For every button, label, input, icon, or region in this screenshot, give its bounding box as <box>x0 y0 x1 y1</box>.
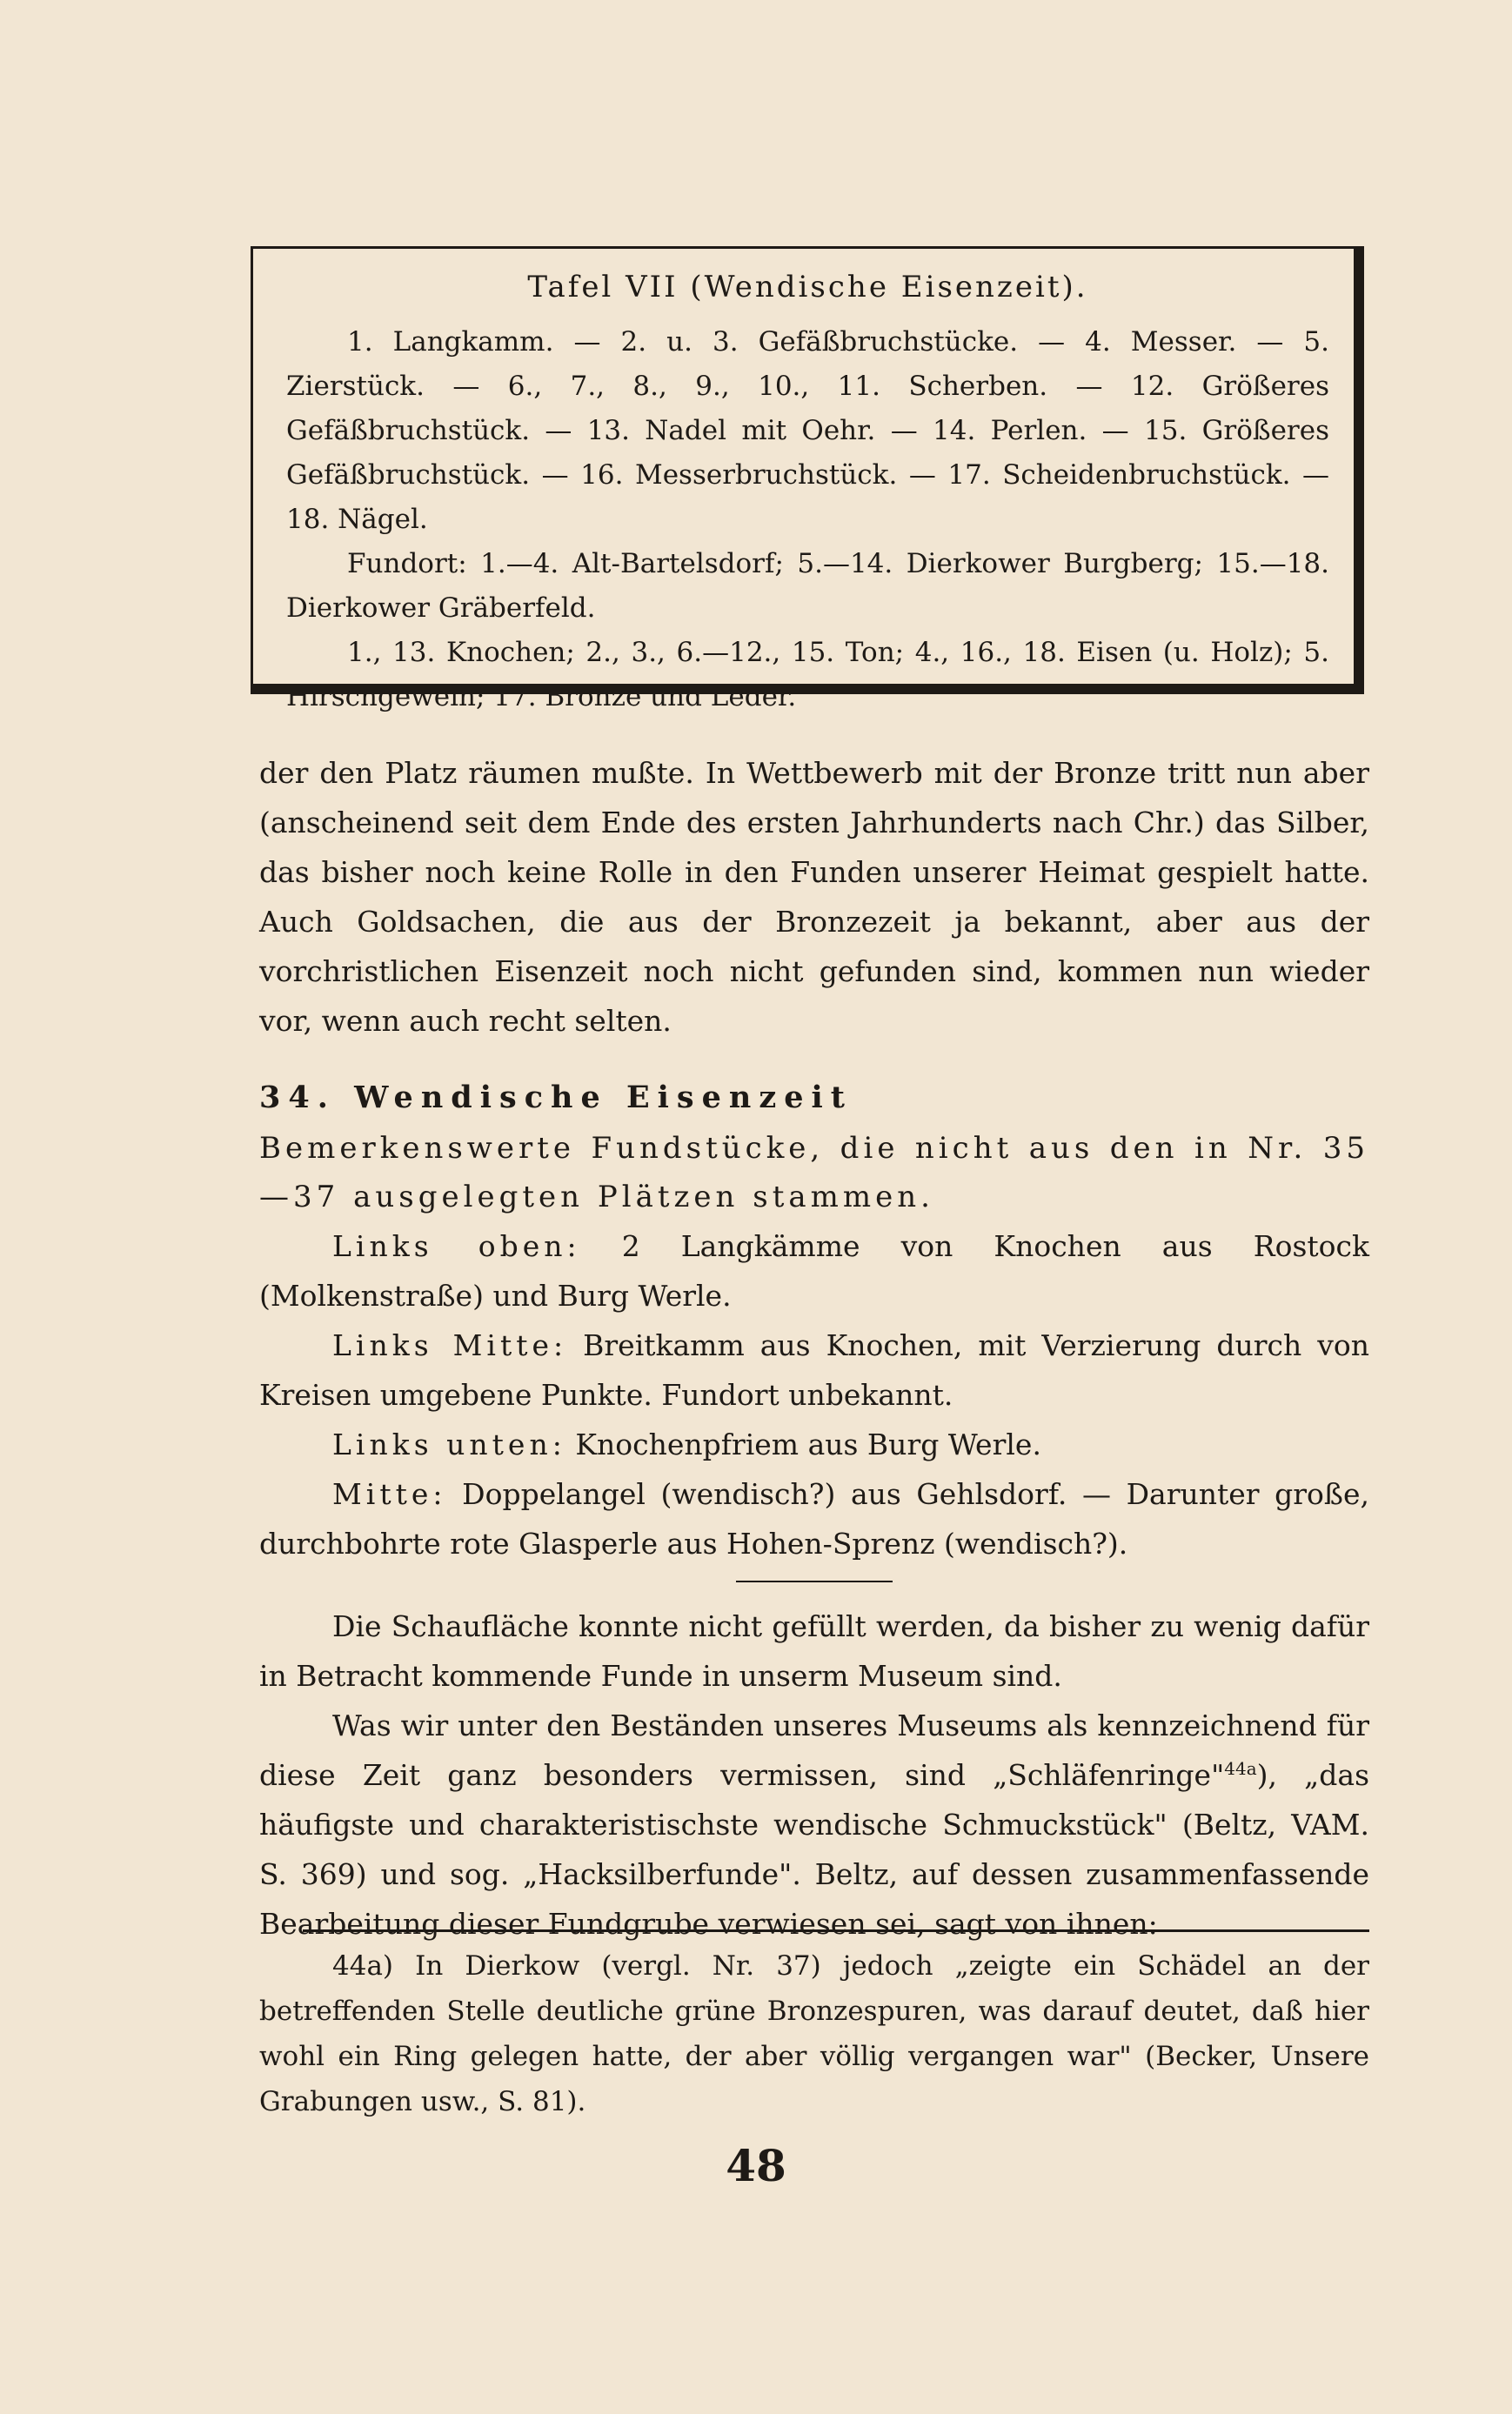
footnote-rule <box>303 1929 1369 1932</box>
paragraph-text-start: Was wir unter den Beständen unseres Museums als kennzeichnend für diese Zeit ganz besonders vermissen, sind „Schläfenringe" <box>259 1709 1369 1792</box>
section-heading <box>259 1072 1369 1124</box>
entry-links-mitte <box>259 1321 1369 1420</box>
paragraph-schauflaeche: Die Schaufläche konnte nicht gefüllt werden, da bisher zu wenig dafür in Betracht kommende Funde in unserm Museum sind. <box>259 1609 1369 1693</box>
entry-links-oben <box>259 1221 1369 1321</box>
entry-links-unten <box>259 1420 1369 1469</box>
section-title: Wendische Eisenzeit <box>354 1080 853 1115</box>
entry-label: Links unten: <box>332 1428 566 1461</box>
section-number: 34. <box>259 1080 336 1115</box>
entry-text: 2 Langkämme von Knochen aus Rostock (Molkenstraße) und Burg Werle. <box>259 1229 1369 1313</box>
intro-paragraph: der den Platz räumen mußte. In Wettbewerb mit der Bronze tritt nun aber (anscheinend seit dem Ende des ersten Jahrhunderts nach Chr.) das Silber, das bisher noch keine Rolle in den Funden unserer Heimat gespielt hatte. Auch Goldsachen, die aus der Bronzezeit ja bekannt, aber aus der vorchristlichen Eisenzeit noch nicht gefunden sind, kommen nun wieder vor, wenn auch recht selten. <box>259 756 1369 1038</box>
plate-caption-box <box>251 246 1364 712</box>
plate-materials: 1., 13. Knochen; 2., 3., 6.—12., 15. Ton; 4., 16., 18. Eisen (u. Holz); 5. Hirschgeweih; 17. Bronze und Leder. <box>286 637 1329 712</box>
page-number: 48 <box>726 2140 786 2191</box>
entry-label: Mitte: <box>332 1477 447 1511</box>
plate-fundort: Fundort: 1.—4. Alt-Bartelsdorf; 5.—14. Dierkower Burgberg; 15.—18. Dierkower Gräberfeld. <box>286 548 1329 624</box>
footnote-reference: 44a <box>1224 1758 1257 1779</box>
section-block <box>259 1072 1369 1949</box>
footnote-44a: 44a) In Dierkow (vergl. Nr. 37) jedoch „zeigte ein Schädel an der betreffenden Stelle deutliche grüne Bronzespuren, was darauf deutet, daß hier wohl ein Ring gelegen hatte, der aber völlig vergangen war" (Becker, Unsere Grabungen usw., S. 81). <box>259 1950 1369 2117</box>
entry-text: Knochenpfriem aus Burg Werle. <box>575 1428 1041 1461</box>
entry-text: Doppelangel (wendisch?) aus Gehlsdorf. — Darunter große, durchbohrte rote Glasperle aus Hohen-Sprenz (wendisch?). <box>259 1477 1369 1561</box>
paragraph-text-end: ), „das häufigste und charakteristischste wendische Schmuckstück" (Beltz, VAM. S. 369) und sog. „Hacksilberfunde". Beltz, auf dessen zusammenfassende Bearbeitung dieser Fundgrube verwiesen sei, sagt von ihnen: <box>259 1758 1370 1941</box>
paragraph-schlaefenringe <box>259 1701 1369 1949</box>
intro-text-block <box>259 748 1369 1046</box>
plate-items: 1. Langkamm. — 2. u. 3. Gefäßbruchstücke. — 4. Messer. — 5. Zierstück. — 6., 7., 8., 9., 10., 11. Scherben. — 12. Größeres Gefäßbruchstück. — 13. Nadel mit Oehr. — 14. Perlen. — 15. Größeres Gefäßbruchstück. — 16. Messerbruchstück. — 17. Scheidenbruchstück. — 18. Nägel. <box>286 326 1329 535</box>
footnote-block <box>259 1943 1369 2124</box>
section-subtitle: Bemerkenswerte Fundstücke, die nicht aus den in Nr. 35—37 ausgelegten Plätzen stammen. <box>259 1131 1369 1214</box>
entry-label: Links Mitte: <box>332 1328 568 1362</box>
entry-label: Links oben: <box>332 1229 581 1263</box>
plate-title: Tafel VII (Wendische Eisenzeit). <box>527 270 1088 304</box>
entry-text: Breitkamm aus Knochen, mit Verzierung durch von Kreisen umgebene Punkte. Fundort unbekannt. <box>259 1328 1369 1412</box>
entry-mitte <box>259 1469 1369 1568</box>
section-divider <box>736 1581 893 1582</box>
